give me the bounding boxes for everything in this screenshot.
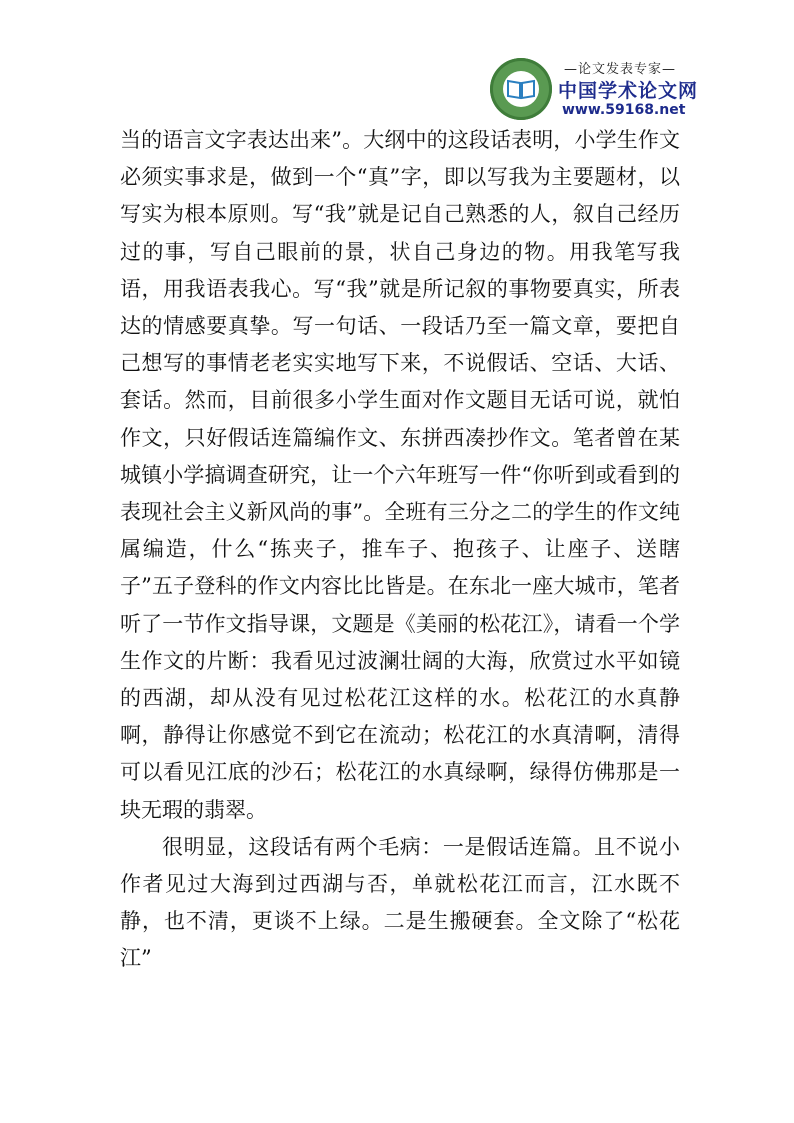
logo-url: www.59168.net [562, 102, 686, 118]
book-icon [506, 78, 536, 100]
site-logo [490, 52, 699, 124]
logo-seal [490, 58, 552, 120]
logo-tagline: —论文发表专家— [564, 62, 677, 77]
logo-brand: 中国学术论文网 [558, 80, 699, 102]
document-body [120, 122, 680, 978]
paragraph-2: 很明显，这段话有两个毛病：一是假话连篇。且不说小作者见过大海到过西湖与否，单就松花江而言，江水既不静，也不清，更谈不上绿。二是生搬硬套。全文除了“松花江” [120, 834, 680, 971]
paragraph-1: 当的语言文字表达出来”。大纲中的这段话表明，小学生作文必须实事求是，做到一个“真”字，即以写我为主要题材，以写实为根本原则。写“我”就是记自己熟悉的人，叙自己经历过的事，写自己眼前的景，状自己身边的物。用我笔写我语，用我语表我心。写“我”就是所记叙的事物要真实，所表达的情感要真挚。写一句话、一段话乃至一篇文章，要把自己想写的事情老老实实地写下来，不说假话、空话、大话、套话。然而，目前很多小学生面对作文题目无话可说，就怕作文，只好假话连篇编作文、东拼西凑抄作文。笔者曾在某城镇小学搞调查研究，让一个六年班写一件“你听到或看到的表现社会主义新风尚的事”。全班有三分之二的学生的作文纯属编造，什么“拣夹子，推车子、抱孩子、让座子、送瞎子”五子登科的作文内容比比皆是。在东北一座大城市，笔者听了一节作文指导课，文题是《美丽的松花江》，请看一个学生作文的片断：我看见过波澜壮阔的大海，欣赏过水平如镜的西湖，却从没有见过松花江这样的水。松花江的水真静啊，静得让你感觉不到它在流动；松花江的水真清啊，清得可以看见江底的沙石；松花江的水真绿啊，绿得仿佛那是一块无瑕的翡翠。 [120, 128, 680, 822]
